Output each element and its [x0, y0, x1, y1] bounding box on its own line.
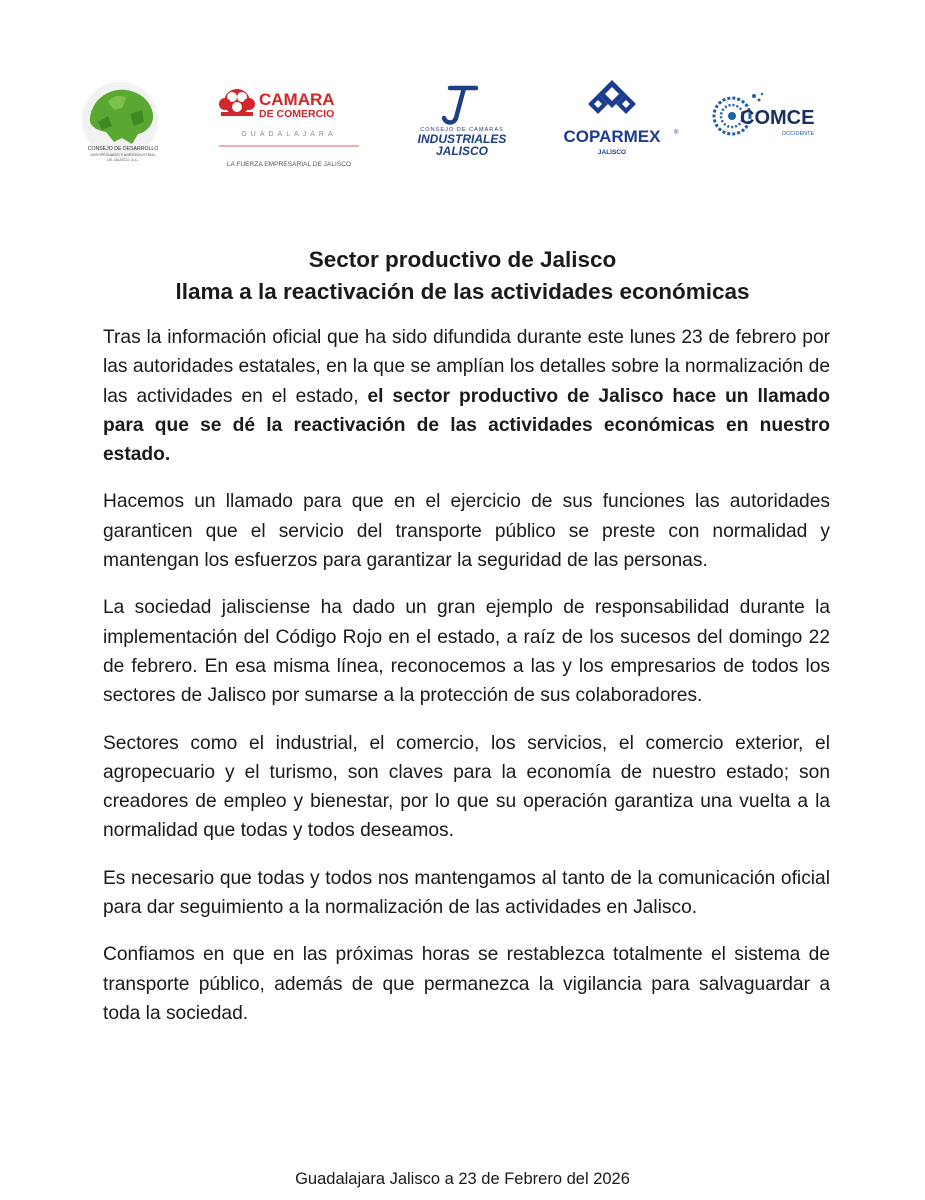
- paragraph-1: [103, 323, 830, 469]
- canaco-name1: CAMARA: [259, 90, 335, 109]
- canaco-emblem-icon: [219, 89, 255, 116]
- document-title: [0, 244, 925, 308]
- ij-line2: JALISCO: [435, 144, 489, 158]
- paragraph-4: Sectores como el industrial, el comercio, los servicios, el comercio exterior, el agropecuario y el turismo, son claves para la economía de nuestro estado; son creadores de empleo y bienestar, por lo que su operación garantiza una vuelta a la normalidad que todas y todos deseamos.: [103, 732, 830, 842]
- comce-name: COMCE: [740, 107, 815, 129]
- coparmex-name: COPARMEX: [563, 127, 661, 146]
- industriales-jalisco-logo: [400, 80, 525, 160]
- industriales-emblem-icon: [444, 88, 476, 123]
- coparmex-sub: JALISCO: [597, 149, 627, 156]
- cdaj-line3: DE JALISCO, A.C.: [107, 158, 139, 162]
- paragraph-2: Hacemos un llamado para que en el ejercicio de sus funciones las autoridades garanticen que el servicio del transporte público se preste con normalidad y mantengan los esfuerzos para garantizar la seguridad de las personas.: [103, 491, 830, 572]
- paragraph-1-bold: el sector productivo de Jalisco hace un llamado para que se dé la reactivación de las actividades económicas en nuestro estado.: [103, 385, 830, 466]
- coparmex-emblem-icon: [588, 80, 636, 114]
- coparmex-reg: ®: [674, 130, 679, 136]
- comce-sub: OCCIDENTE: [781, 131, 815, 137]
- cdaj-line2: AGROPECUARIO Y AGROINDUSTRIAL: [90, 153, 156, 157]
- canaco-tagline: LA FUERZA EMPRESARIAL DE JALISCO: [226, 161, 352, 168]
- paragraph-1-text: Tras la información oficial que ha sido difundida durante este lunes 23 de febrero por las autoridades estatales, en la que se amplían los detalles sobre la normalización de las actividades en el estado,: [103, 327, 830, 407]
- logo-strip: [0, 70, 925, 180]
- canaco-city: GUADALAJARA: [241, 131, 337, 138]
- cdaj-line1: CONSEJO DE DESARROLLO: [87, 146, 159, 152]
- camara-de-comercio-logo: [213, 82, 365, 172]
- ij-line1: INDUSTRIALES: [417, 132, 507, 146]
- cdaj-logo: [78, 80, 168, 170]
- canaco-name2: DE COMERCIO: [259, 108, 335, 120]
- paragraph-5: Es necesario que todas y todos nos mantengamos al tanto de la comunicación oficial para dar seguimiento a la normalización de las actividades en Jalisco.: [103, 867, 830, 919]
- ij-small: CONSEJO DE CÁMARAS: [420, 127, 504, 133]
- document-body: [103, 323, 830, 1046]
- title-line-1: Sector productivo de Jalisco: [308, 247, 617, 272]
- paragraph-3: La sociedad jalisciense ha dado un gran ejemplo de responsabilidad durante la implementación del Código Rojo en el estado, a raíz de los sucesos del domingo 22 de febrero. En esa misma línea, reconocemos a las y los empresarios de todos los sectores de Jalisco por sumarse a la protección de sus colaboradores.: [103, 597, 830, 707]
- dateline: Guadalajara Jalisco a 23 de Febrero del 2026: [295, 1170, 630, 1188]
- title-line-2: llama a la reactivación de las actividades económicas: [175, 279, 750, 304]
- coparmex-logo: [550, 76, 680, 162]
- paragraph-6: Confiamos en que en las próximas horas se restablezca totalmente el sistema de transporte público, además de que permanezca la vigilancia para salvaguardar a toda la sociedad.: [103, 944, 830, 1024]
- comce-logo: [710, 88, 830, 148]
